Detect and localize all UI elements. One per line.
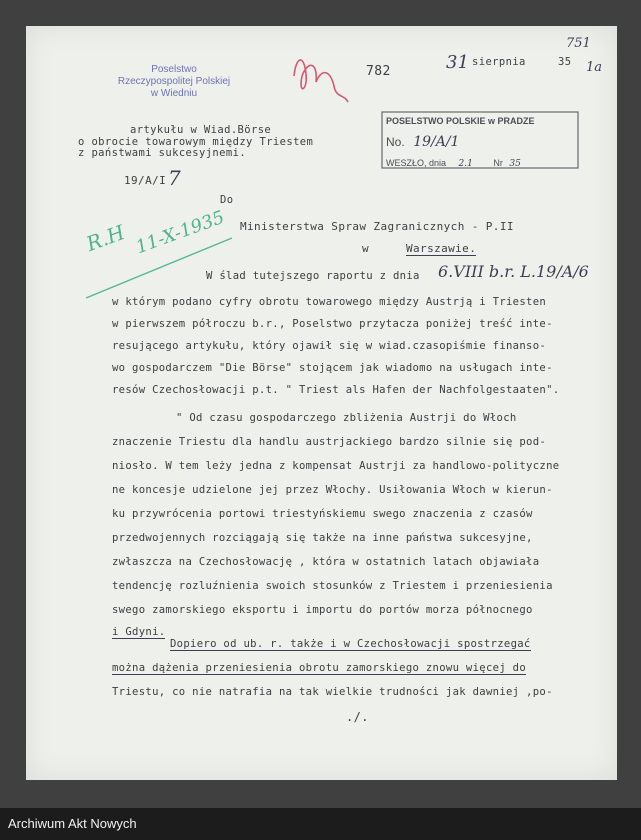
handwritten-date: 11-X-1935 [133,206,228,259]
stamp-title: POSELSTWO POLSKIE w PRADZE [386,116,535,126]
header-month: sierpnia [472,56,526,68]
reference-handwritten: 7 [168,166,181,190]
subject-line: z państwami sukcesyjnemi. [78,147,247,159]
red-handwritten-mark [288,46,368,106]
stamp-line: Poselstwo [151,64,197,75]
paragraph-2-line: zwłaszcza na Czechosłowację , która w ostatnich latach objawiała [112,556,540,568]
archive-footer: Archiwum Akt Nowych [0,808,641,840]
handwritten-initials: R.H [83,220,128,256]
stamp-no-value: 19/A/1 [413,134,460,150]
continuation-mark: ./. [346,710,369,724]
paragraph-1-line: w którym podano cyfry obrotu towarowego między Austrją i Triesten [112,296,547,308]
stamp-incoming-value: 2.1 [458,159,473,169]
paragraph-2-line: znaczenie Triestu dla handlu austrjackiego bardzo silnie się pod- [112,436,547,448]
paragraph-2-line: i Gdyni. [112,626,166,638]
paragraph-3-line: Dopiero od ub. r. także i w Czechosłowacji spostrzegać [170,638,531,650]
addressee-city: Warszawie. [406,242,477,255]
stamp-prague-border [382,112,582,192]
paragraph-2-line: " Od czasu gospodarczego zbliżenia Austrji do Włoch [176,412,517,424]
header-day: 31 [446,52,469,73]
paragraph-2-line: ku przywrócenia portowi triestyńskiemu swego znaczenia z czasów [112,508,533,520]
corner-note: 751 [566,36,591,51]
document-page [26,26,617,780]
paragraph-2-line: ne koncesje udzielone jej przez Włochy. Usiłowania Włoch w kierun- [112,484,553,496]
reference-code: 19/A/I [124,174,167,187]
subject-line: o obrocie towarowym między Triestem [78,136,314,148]
paragraph-2-line: niosło. W tem leży jedna z kompensat Austrji za handlowo-polityczne [112,460,560,472]
addressee-prefix: w [362,242,370,255]
paragraph-1-line: W ślad tutejszego raportu z dnia [206,270,420,282]
paragraph-1-line: resów Czechosłowacji p.t. " Triest als Hafen der Nachfolgestaaten". [112,384,560,396]
stamp-no-label: No. [386,135,405,149]
salutation: Do [220,194,234,206]
paragraph-2-line: przedwojennych rozciągają się także na inne państwa sukcesyjne, [112,532,533,544]
header-year: 35 [558,56,572,68]
stamp-incoming-label: WESZŁO, dnia [386,158,447,168]
stamp-nr-value: 35 [509,159,521,169]
paragraph-3-line: można dążenia przeniesienia obrotu zamorskiego znowu więcej do [112,662,527,674]
stamp-line: w Wiedniu [150,88,198,99]
addressee-line: Ministerstwa Spraw Zagranicznych - P.II [240,220,514,233]
paragraph-3-line: Triestu, co nie natrafia na tak wielkie trudności jak dawniej ,po- [112,686,553,698]
subject-line: artykułu w Wiad.Börse [130,124,272,136]
corner-note-2: 1a [586,60,603,75]
paragraph-1-line: w pierwszem półroczu b.r., Poselstwo przytacza poniżej treść inte- [112,318,553,330]
stamp-line: Rzeczypospolitej Polskiej [117,76,231,87]
paragraph-2-line: tendencję rozluźnienia swoich stosunków z Triestem i przeniesienia [112,580,553,592]
document-number: 782 [366,64,391,79]
report-date-handwritten: 6.VIII b.r. L.19/A/6 [438,262,589,281]
stamp-nr-label: Nr [493,158,503,168]
paragraph-2-line: swego zamorskiego eksportu i importu do portów morza północnego [112,604,533,616]
paragraph-1-line: resującego artykułu, który ojawił się w wiad.czasopiśmie finanso- [112,340,547,352]
paragraph-1-line: wo gospodarczem "Die Börse" stojącem jak wiadomo na usługach inte- [112,362,553,374]
stamp-embassy-vienna [104,64,244,100]
